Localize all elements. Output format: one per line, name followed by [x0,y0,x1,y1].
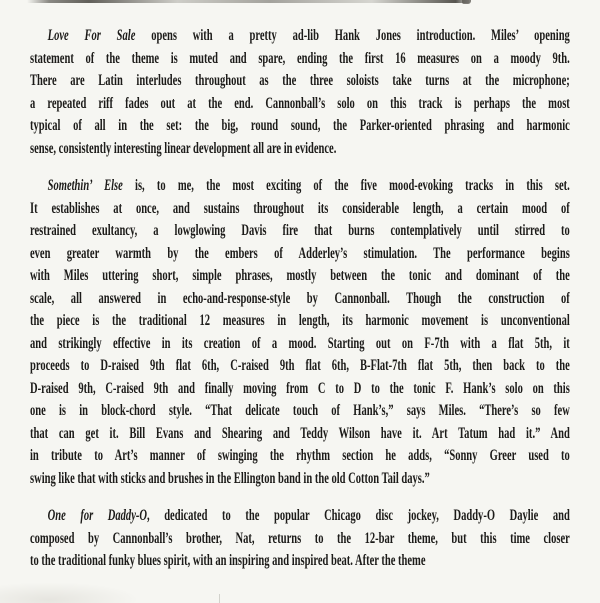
text-line: proceeds to D-raised 9th flat 6th, C-raised 9th flat 6th, B-Flat-7th flat 5th, then back to the [30,357,570,374]
text-line [30,175,570,198]
scan-edge-artifact-top [27,0,469,3]
scan-smudge-bottom-left [0,582,140,603]
track-title: Somethin’ Else [47,177,123,194]
text-line: a repeated riff fades out at the end. Cannonball’s solo on this track is perhaps the most [30,94,570,112]
line-text: , dedicated to the popular Chicago disc jockey, Daddy-O Daylie and [146,507,570,524]
text-line: to the traditional funky blues spirit, with an inspiring and inspired beat. After the theme [30,552,426,569]
paragraph-love-for-sale [30,25,570,160]
text-line: typical of all in the set: the big, round sound, the Parker-oriented phrasing and harmonic [30,117,570,134]
text-line: that can get it. Bill Evans and Shearing and Teddy Wilson have it. Art Tatum had it.” And [30,424,570,442]
track-title: One for Daddy-O [47,507,147,524]
text-line: in tribute to Art’s manner of swinging the rhythm section he adds, “Sonny Greer used to [30,447,570,464]
text-line [30,505,570,528]
text-line: one is in block-chord style. “That delicate touch of Hank’s,” says Miles. “There’s so few [30,402,570,419]
text-line: with Miles uttering short, simple phrases, mostly between the tonic and dominant of the [30,267,570,284]
scan-line-bottom [219,594,220,603]
text-line: restrained exultancy, a lowglowing Davis fire that burns contemplatively until stirred to [30,222,570,239]
text-column [30,25,570,573]
scan-speck-top-right [462,0,471,4]
paragraph-somethin-else [30,175,570,490]
text-line: even greater warmth by the embers of Adderley’s stimulation. The performance begins [30,244,570,262]
text-line: It establishes at once, and sustains throughout its considerable length, a certain mood of [30,199,570,217]
text-line: statement of the theme is muted and spare, ending the first 16 measures on a moody 9th. [30,49,570,67]
text-line: and strikingly effective in its creation of a mood. Starting out on F-7th with a flat 5th, it [30,334,570,352]
text-line: sense, consistently interesting linear development all are in evidence. [30,139,337,157]
text-line: D-raised 9th, C-raised 9th and finally moving from C to D to the tonic F. Hank’s solo on this [30,379,570,397]
line-text: is, to me, the most exciting of the five mood-evoking tracks in this set. [122,177,570,194]
text-line: swing like that with sticks and brushes in the Ellington band in the old Cotton Tail days.” [30,469,430,487]
text-line: the piece is the traditional 12 measures in length, its harmonic movement is unconventional [30,312,570,329]
line-text: opens with a pretty ad-lib Hank Jones introduction. Miles’ opening [135,27,570,44]
text-line: composed by Cannonball’s brother, Nat, returns to the 12-bar theme, but this time closer [30,529,570,547]
text-line: scale, all answered in echo-and-response-style by Cannonball. Though the construction of [30,289,570,307]
track-title: Love For Sale [47,27,136,44]
text-line: There are Latin interludes throughout as the three soloists take turns at the microphone; [30,72,570,89]
paragraph-one-for-daddy-o [30,505,570,573]
text-line [30,25,570,48]
text-block [30,25,570,573]
